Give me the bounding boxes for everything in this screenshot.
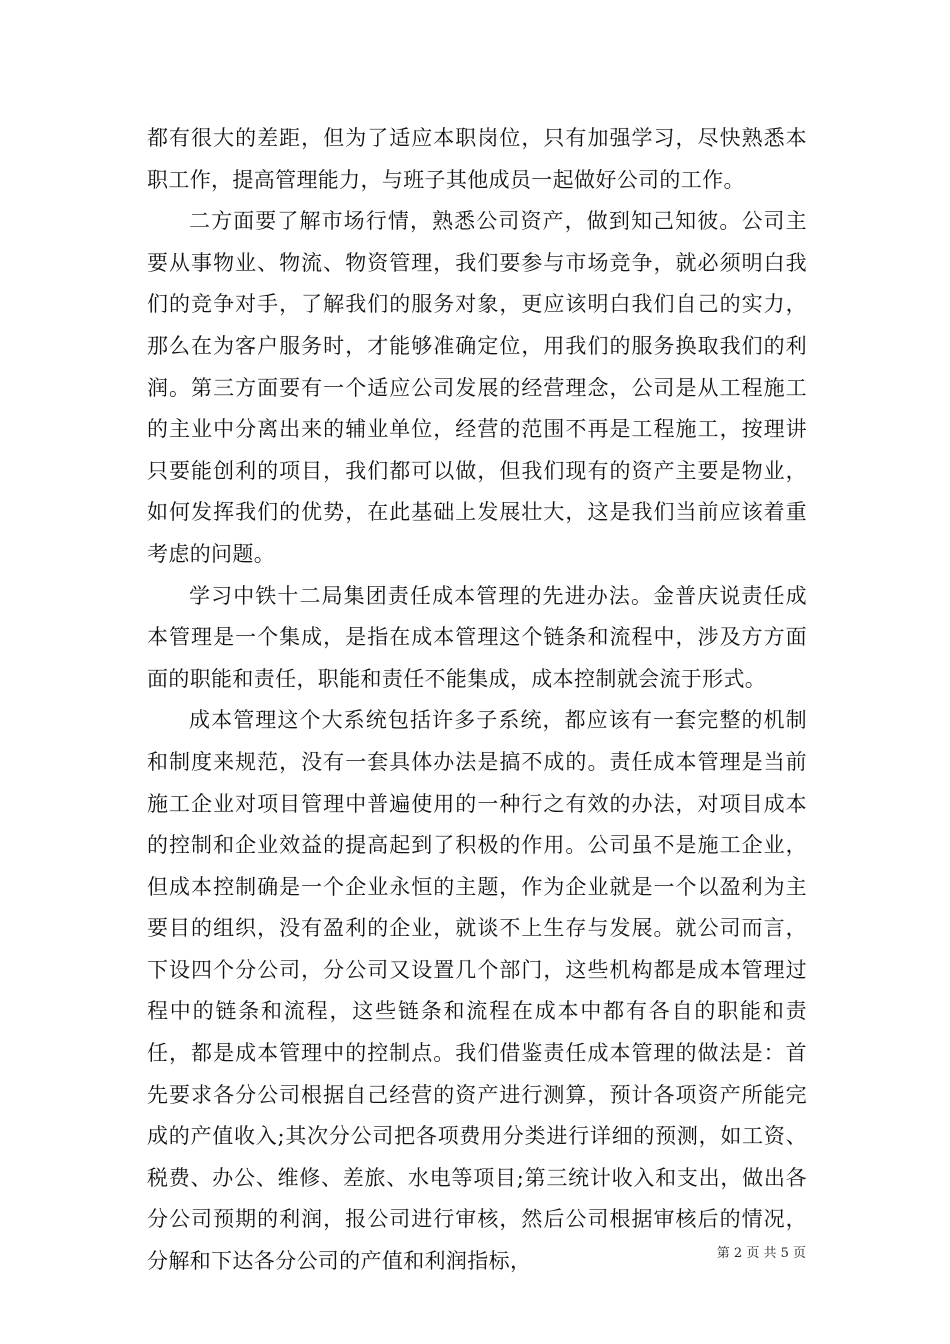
body-text (147, 118, 807, 1283)
paragraph-2: 二方面要了解市场行情，熟悉公司资产，做到知己知彼。公司主要从事物业、物流、物资管理，我们要参与市场竞争，就必须明白我们的竞争对手，了解我们的服务对象，更应该明白我们自己的实力，那么在为客户服务时，才能够准确定位，用我们的服务换取我们的利润。第三方面要有一个适应公司发展的经营理念，公司是从工程施工的主业中分离出来的辅业单位，经营的范围不再是工程施工，按理讲只要能创利的项目，我们都可以做，但我们现有的资产主要是物业，如何发挥我们的优势，在此基础上发展壮大，这是我们当前应该着重考虑的问题。 (147, 209, 807, 566)
paragraph-4: 成本管理这个大系统包括许多子系统，都应该有一套完整的机制和制度来规范，没有一套具体办法是搞不成的。责任成本管理是当前施工企业对项目管理中普遍使用的一种行之有效的办法，对项目成本的控制和企业效益的提高起到了积极的作用。公司虽不是施工企业，但成本控制确是一个企业永恒的主题，作为企业就是一个以盈利为主要目的组织，没有盈利的企业，就谈不上生存与发展。就公司而言，下设四个分公司，分公司又设置几个部门，这些机构都是成本管理过程中的链条和流程，这些链条和流程在成本中都有各自的职能和责任，都是成本管理中的控制点。我们借鉴责任成本管理的做法是：首先要求各分公司根据自己经营的资产进行测算，预计各项资产所能完成的产值收入;其次分公司把各项费用分类进行详细的预测，如工资、税费、办公、维修、差旅、水电等项目;第三统计收入和支出，做出各分公司预期的利润，报公司进行审核，然后公司根据审核后的情况，分解和下达各分公司的产值和利润指标， (147, 708, 807, 1274)
paragraph-3: 学习中铁十二局集团责任成本管理的先进办法。金普庆说责任成本管理是一个集成，是指在成本管理这个链条和流程中，涉及方方面面的职能和责任，职能和责任不能集成，成本控制就会流于形式。 (147, 583, 807, 691)
paragraph-1: 都有很大的差距，但为了适应本职岗位，只有加强学习，尽快熟悉本职工作，提高管理能力，与班子其他成员一起做好公司的工作。 (147, 126, 807, 192)
page-number: 第 2 页 共 5 页 (716, 1246, 806, 1261)
